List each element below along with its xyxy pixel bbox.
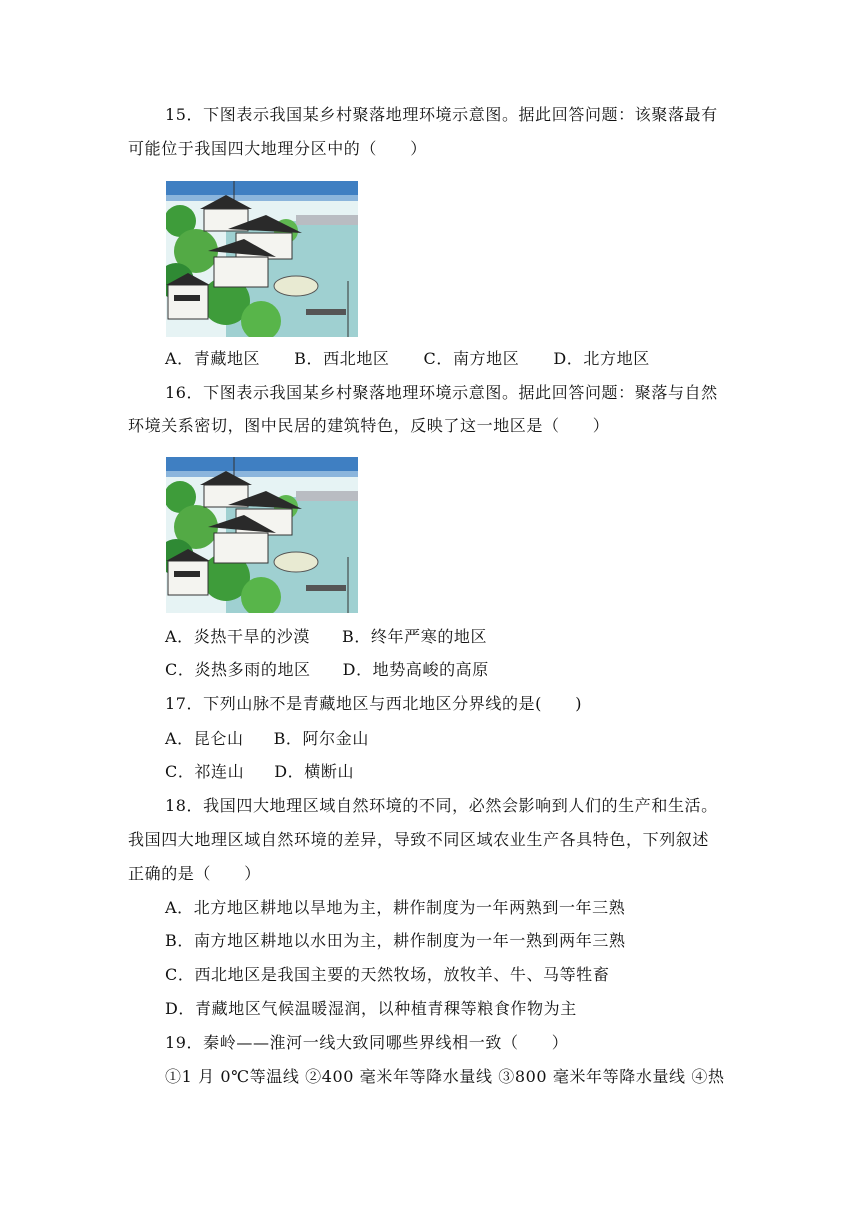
q16-option-a[interactable]: A．炎热干旱的沙漠 (165, 627, 310, 646)
q18-option-d[interactable]: D．青藏地区气候温暖湿润，以种植青稞等粮食作物为主 (165, 999, 577, 1018)
q17-stem: 17．下列山脉不是青藏地区与西北地区分界线的是( ) (165, 694, 583, 713)
q16-stem-line2: 环境关系密切，图中民居的建筑特色，反映了这一地区是（ ） (128, 416, 610, 435)
q15-option-b[interactable]: B．西北地区 (294, 349, 390, 368)
q15-option-a[interactable]: A．青藏地区 (165, 349, 261, 368)
q19-stem-line2: ①1 月 0℃等温线 ②400 毫米年等降水量线 ③800 毫米年等降水量线 ④热 (165, 1067, 725, 1086)
q19-stem-line1: 19．秦岭——淮河一线大致同哪些界线相一致（ ） (165, 1033, 569, 1052)
q15-stem-line2: 可能位于我国四大地理分区中的（ ） (128, 139, 427, 158)
q18-stem-line1: 18．我国四大地理区域自然环境的不同，必然会影响到人们的生产和生活。 (165, 796, 718, 815)
q17-option-a[interactable]: A．昆仑山 (165, 729, 244, 748)
q17-options-row2 (165, 760, 354, 784)
q18-option-a[interactable]: A．北方地区耕地以旱地为主，耕作制度为一年两熟到一年三熟 (165, 898, 626, 917)
q18-stem-line2: 我国四大地理区域自然环境的差异，导致不同区域农业生产各具特色，下列叙述 (128, 830, 710, 849)
q17-option-d[interactable]: D．横断山 (274, 762, 355, 781)
q16-options-row2 (165, 658, 489, 682)
q15-stem-line1: 15．下图表示我国某乡村聚落地理环境示意图。据此回答问题：该聚落最有 (165, 105, 718, 124)
q16-village-illustration (166, 457, 358, 613)
q15-options (165, 347, 650, 371)
q16-stem-line1: 16．下图表示我国某乡村聚落地理环境示意图。据此回答问题：聚落与自然 (165, 383, 718, 402)
q18-stem-line3: 正确的是（ ） (128, 864, 261, 883)
q15-village-illustration (166, 181, 358, 337)
q17-options-row1 (165, 727, 369, 751)
q17-option-b[interactable]: B．阿尔金山 (273, 729, 369, 748)
q15-option-c[interactable]: C．南方地区 (423, 349, 520, 368)
q16-option-b[interactable]: B．终年严寒的地区 (341, 627, 488, 646)
q16-options-row1 (165, 625, 487, 649)
q18-option-b[interactable]: B．南方地区耕地以水田为主，耕作制度为一年一熟到两年三熟 (165, 931, 626, 950)
q16-option-c[interactable]: C．炎热多雨的地区 (165, 660, 311, 679)
q16-option-d[interactable]: D．地势高峻的高原 (342, 660, 489, 679)
q18-option-c[interactable]: C．西北地区是我国主要的天然牧场，放牧羊、牛、马等牲畜 (165, 965, 610, 984)
q17-option-c[interactable]: C．祁连山 (165, 762, 245, 781)
q15-option-d[interactable]: D．北方地区 (553, 349, 650, 368)
